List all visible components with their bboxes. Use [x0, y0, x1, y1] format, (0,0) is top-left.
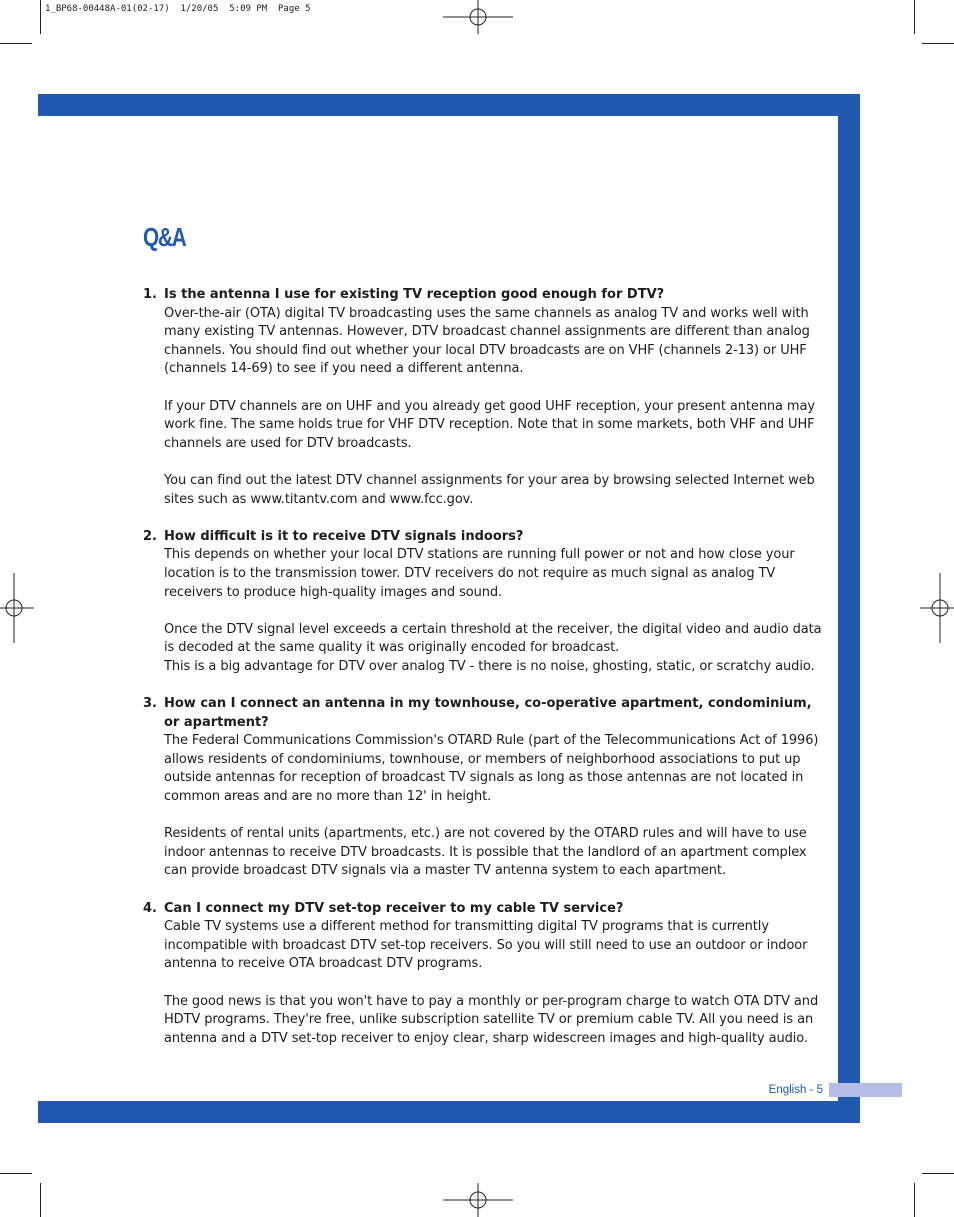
- question-text: How difficult is it to receive DTV signals indoors?: [164, 528, 524, 544]
- answer-paragraph: This depends on whether your local DTV stations are running full power or not and how close your location is to the transmission tower. DTV receivers do not require as much signal as analog TV receivers to produce high-quality images and sound.: [164, 547, 795, 600]
- crop-mark: [0, 1173, 32, 1174]
- right-band: [838, 94, 860, 1123]
- page-title: Q&A: [143, 222, 186, 252]
- answer: [164, 305, 823, 510]
- qa-item: [143, 528, 823, 677]
- registration-mark-icon: [443, 1183, 513, 1217]
- answer: [164, 546, 823, 676]
- answer-paragraph: The Federal Communications Commission's OTARD Rule (part of the Telecommunications Act of 1996) allows residents of condominiums, townhouse, or members of neighborhood associations to put up outside antennas for reception of broadcast TV signals as long as those antennas are not located in common areas and are no more than 12' in height.: [164, 733, 819, 805]
- top-band: [38, 94, 860, 116]
- question-text: Is the antenna I use for existing TV reception good enough for DTV?: [164, 287, 665, 302]
- answer: [164, 918, 823, 1048]
- crop-mark: [914, 0, 915, 34]
- question-number: 2.: [143, 528, 157, 544]
- question: [143, 528, 823, 547]
- qa-item: [143, 900, 823, 1049]
- question: [143, 900, 823, 919]
- crop-mark: [922, 43, 954, 44]
- qa-item: [143, 286, 823, 509]
- answer: [164, 732, 823, 881]
- answer-paragraph: You can find out the latest DTV channel assignments for your area by browsing selected Internet web sites such as www.titantv.com and www.fcc.gov.: [164, 472, 815, 507]
- question-number: 4.: [143, 900, 157, 916]
- question-text: How can I connect an antenna in my townhouse, co-operative apartment, condominium, or apartment?: [164, 696, 812, 730]
- page-number: English - 5: [768, 1084, 823, 1096]
- registration-mark-icon: [920, 573, 954, 643]
- footer-tab: [829, 1083, 902, 1097]
- answer-paragraph: Residents of rental units (apartments, etc.) are not covered by the OTARD rules and will have to use indoor antennas to receive DTV broadcasts. It is possible that the landlord of an apartment complex can provide broadcast DTV signals via a master TV antenna system to each apartment.: [164, 826, 807, 879]
- crop-mark: [40, 1183, 41, 1217]
- registration-mark-icon: [0, 573, 34, 643]
- crop-mark: [0, 43, 32, 44]
- question: [143, 286, 823, 305]
- answer-paragraph: This is a big advantage for DTV over analog TV - there is no noise, ghosting, static, or scratchy audio.: [164, 658, 815, 674]
- registration-mark-icon: [443, 0, 513, 34]
- qa-list: [143, 286, 823, 1067]
- qa-item: [143, 695, 823, 881]
- crop-mark: [922, 1173, 954, 1174]
- question: [143, 695, 823, 732]
- question-number: 3.: [143, 696, 157, 712]
- answer-paragraph: The good news is that you won't have to pay a monthly or per-program charge to watch OTA DTV and HDTV programs. They're free, unlike subscription satellite TV or premium cable TV. All you need is an antenna and a DTV set-top receiver to enjoy clear, sharp widescreen images and high-quality audio.: [164, 993, 819, 1046]
- question-number: 1.: [143, 287, 157, 302]
- print-slug: 1_BP68-00448A-01(02-17) 1/20/05 5:09 PM Page 5: [45, 4, 311, 14]
- answer-paragraph: If your DTV channels are on UHF and you already get good UHF reception, your present antenna may work fine. The same holds true for VHF DTV reception. Note that in some markets, both VHF and UHF channels are used for DTV broadcasts.: [164, 398, 815, 451]
- question-text: Can I connect my DTV set-top receiver to my cable TV service?: [164, 900, 624, 916]
- answer-paragraph: Over-the-air (OTA) digital TV broadcasting uses the same channels as analog TV and works well with many existing TV antennas. However, DTV broadcast channel assignments are different than analog channels. You should find out whether your local DTV broadcasts are on VHF (channels 2-13) or UHF (channels 14-69) to see if you need a different antenna.: [164, 305, 810, 377]
- bottom-band: [38, 1101, 860, 1123]
- answer-paragraph: Cable TV systems use a different method for transmitting digital TV programs that is currently incompatible with broadcast DTV set-top receivers. So you will still need to use an outdoor or indoor antenna to receive OTA broadcast DTV programs.: [164, 919, 808, 972]
- crop-mark: [40, 0, 41, 34]
- answer-paragraph: Once the DTV signal level exceeds a certain threshold at the receiver, the digital video and audio data is decoded at the same quality it was originally encoded for broadcast.: [164, 621, 822, 656]
- crop-mark: [914, 1183, 915, 1217]
